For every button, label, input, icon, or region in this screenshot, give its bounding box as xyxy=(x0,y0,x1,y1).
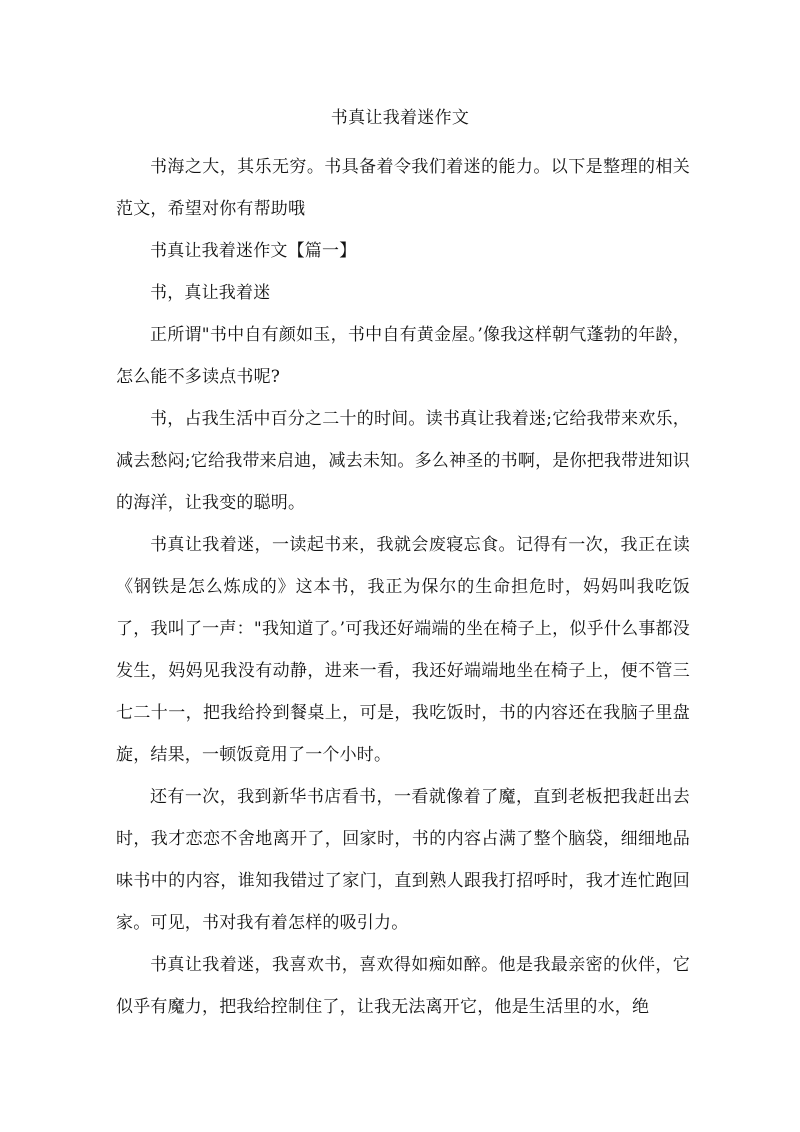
paragraph-time: 书，占我生活中百分之二十的时间。读书真让我着迷;它给我带来欢乐，减去愁闷;它给我带来启迪，减去未知。多么神圣的书啊，是你把我带进知识的海洋，让我变的聪明。 xyxy=(116,409,690,513)
paragraph-intro: 书海之大，其乐无穷。书具备着令我们着迷的能力。以下是整理的相关范文，希望对你有帮助哦 xyxy=(116,157,690,219)
paragraph-bookstore-story: 还有一次，我到新华书店看书，一看就像着了魔，直到老板把我赶出去时，我才恋恋不舍地离开了，回家时，书的内容占满了整个脑袋，细细地品味书中的内容，谁知我错过了家门，直到熟人跟我打招呼时，我才连忙跑回家。可见，书对我有着怎样的吸引力。 xyxy=(116,787,690,933)
paragraph-section-heading: 书真让我着迷作文【篇一】 xyxy=(150,241,357,261)
paragraph-reading-story: 书真让我着迷，一读起书来，我就会废寝忘食。记得有一次，我正在读《钢铁是怎么炼成的》这本书，我正为保尔的生命担危时，妈妈叫我吃饭了，我叫了一声："我知道了。’可我还好端端的坐在椅子上，似乎什么事都没发生，妈妈见我没有动静，进来一看，我还好端端地坐在椅子上，便不管三七二十一，把我给拎到餐桌上，可是，我吃饭时，书的内容还在我脑子里盘旋，结果，一顿饭竟用了一个小时。 xyxy=(116,535,690,765)
document-body xyxy=(116,146,690,1028)
paragraph-conclusion-partial: 书真让我着迷，我喜欢书，喜欢得如痴如醉。他是我最亲密的伙伴，它似乎有魔力，把我给控制住了，让我无法离开它，他是生活里的水，绝 xyxy=(116,955,690,1017)
paragraph-essay-title: 书，真让我着迷 xyxy=(150,283,271,303)
paragraph-quote: 正所谓"书中自有颜如玉，书中自有黄金屋。’像我这样朝气蓬勃的年龄，怎么能不多读点书呢? xyxy=(116,325,690,387)
document-title: 书真让我着迷作文 xyxy=(330,108,470,128)
